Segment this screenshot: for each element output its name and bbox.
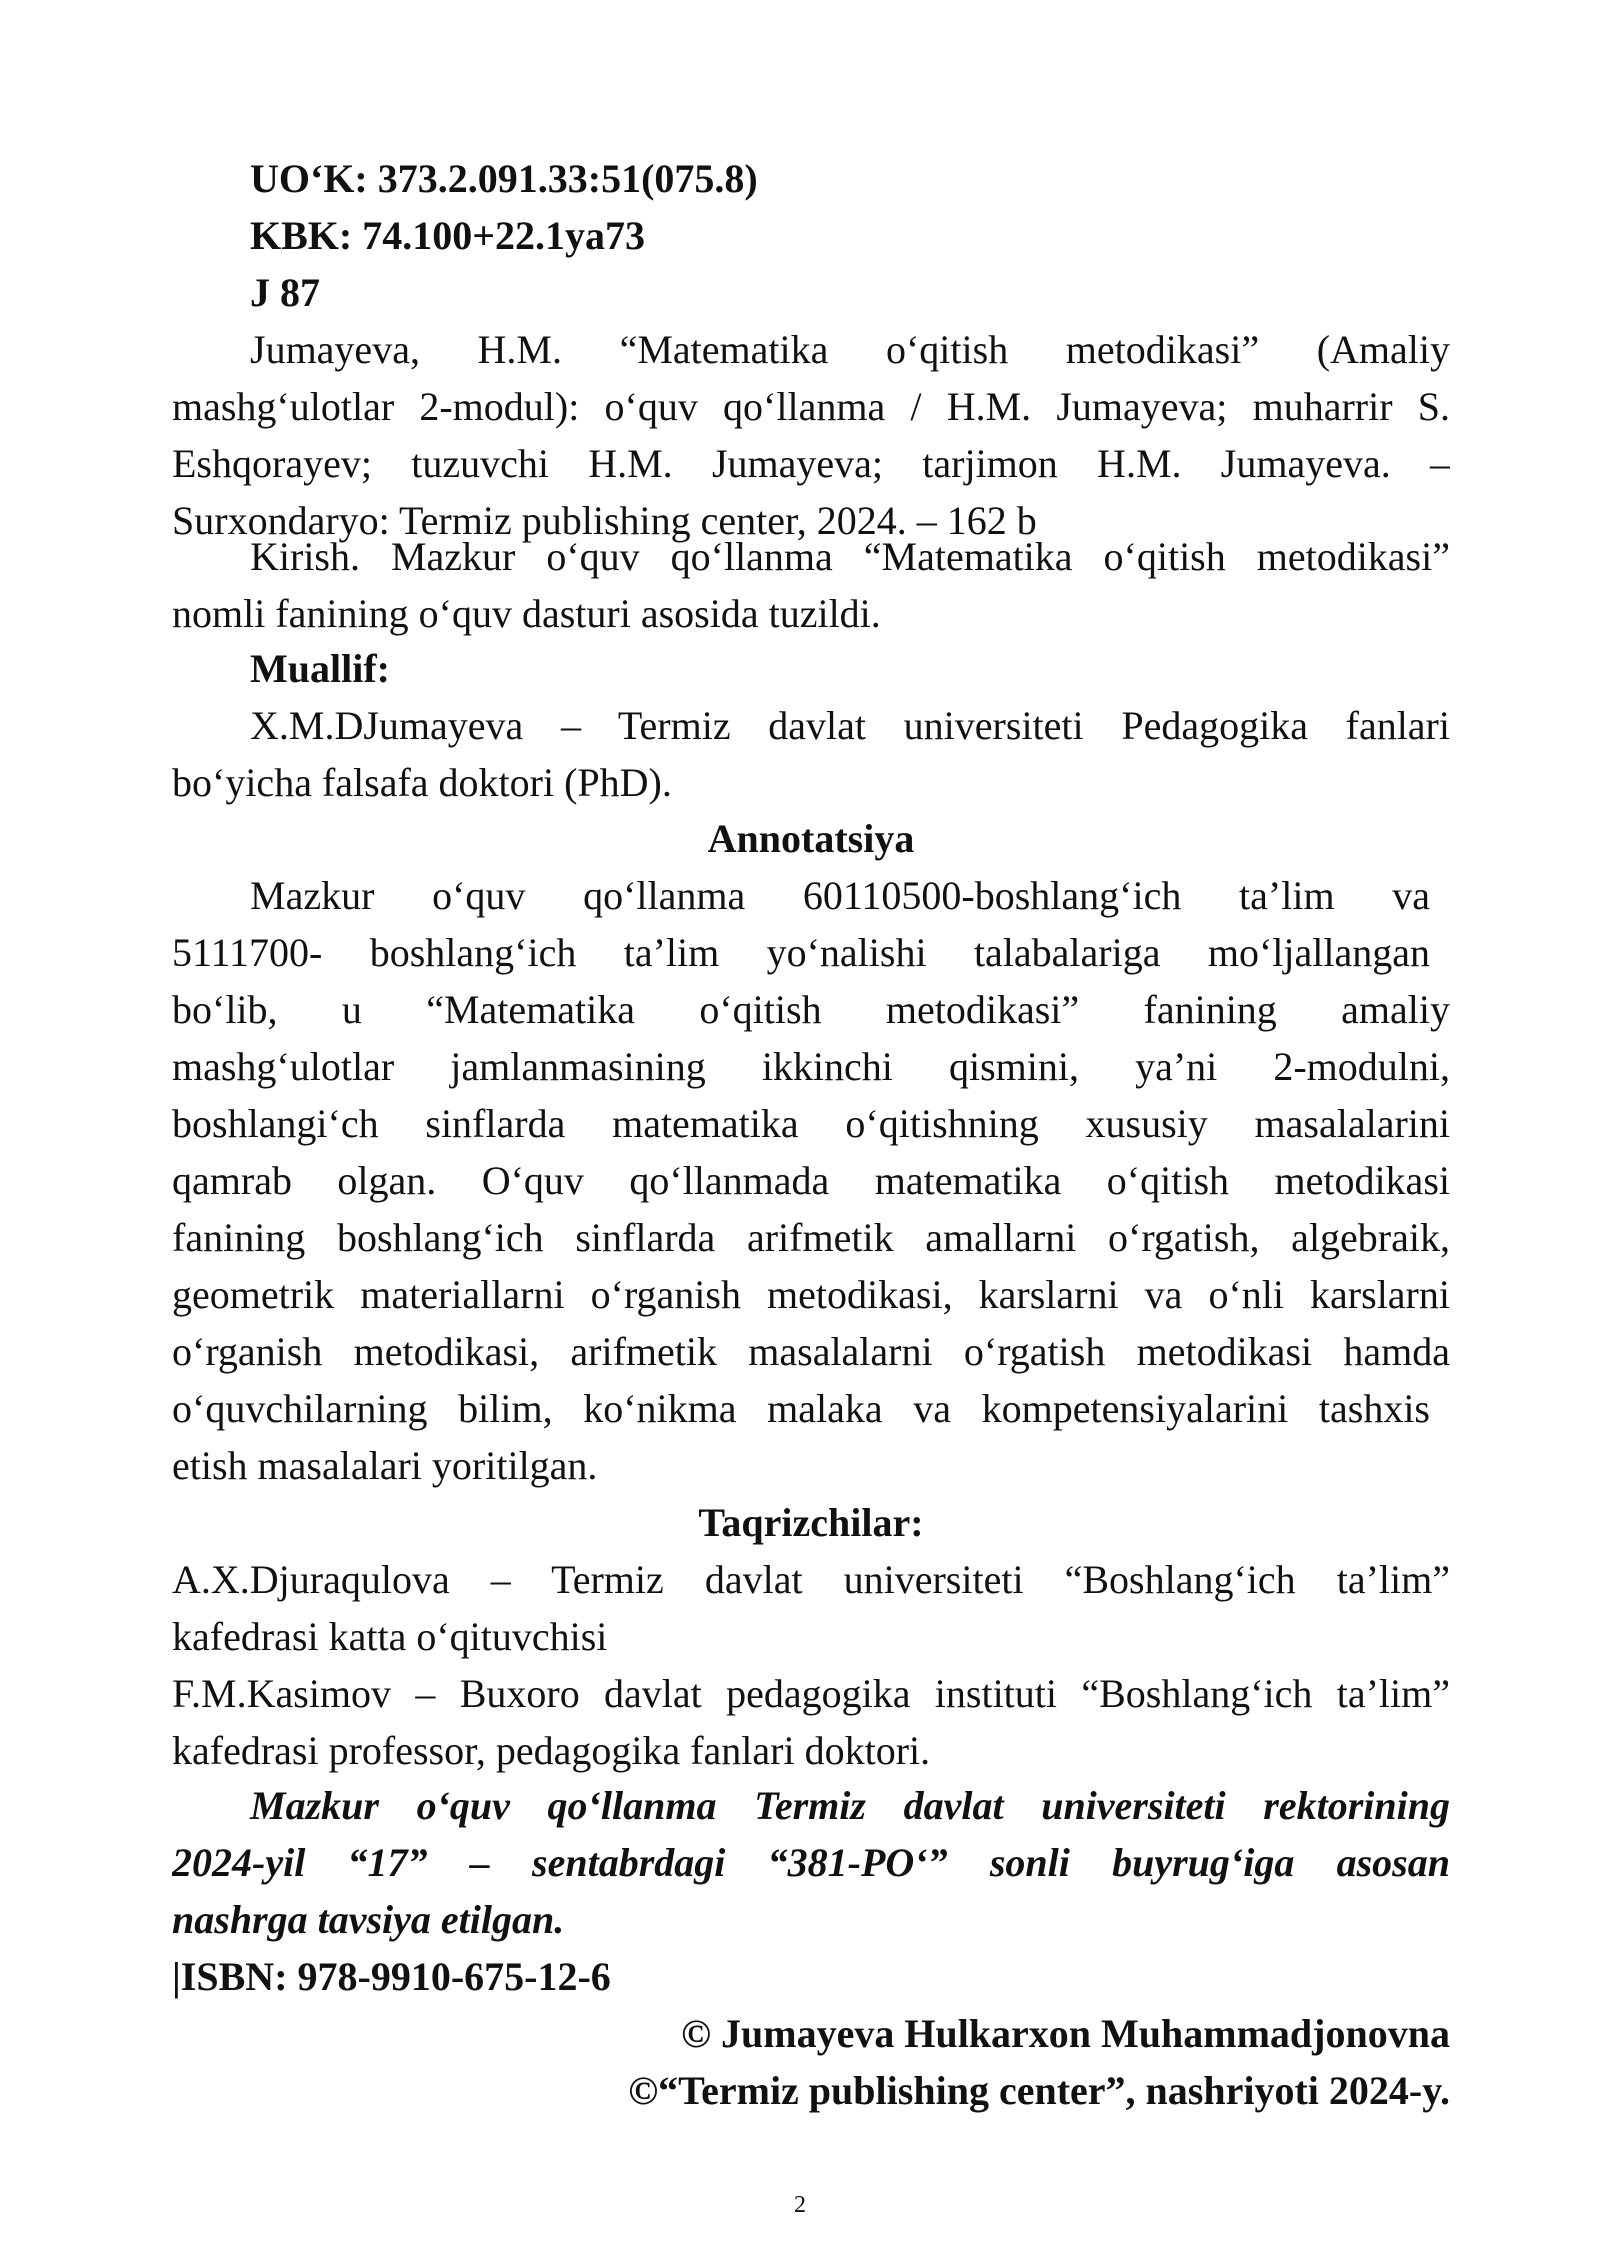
annotation-line: 5111700- boshlang‘ich ta’lim yo‘nalishi talabalariga mo‘ljallangan bbox=[172, 930, 1430, 975]
annotation-line: o‘rganish metodikasi, arifmetik masalalarni o‘rgatish metodikasi hamda bbox=[172, 1329, 1450, 1374]
copyright-block bbox=[172, 2005, 1450, 2119]
reviewers-block bbox=[172, 1494, 1450, 1779]
annotation-line: geometrik materiallarni o‘rganish metodikasi, karslarni va o‘nli karslarni bbox=[172, 1272, 1450, 1317]
recommendation-block bbox=[172, 1777, 1450, 1948]
recommendation-line: Mazkur o‘quv qo‘llanma Termiz davlat universiteti rektorining bbox=[250, 1783, 1450, 1828]
reviewer-line: kafedrasi katta o‘qituvchisi bbox=[172, 1614, 608, 1659]
annotation-line: mashg‘ulotlar jamlanmasining ikkinchi qismini, ya’ni 2-modulni, bbox=[172, 1044, 1450, 1089]
reviewer-line: kafedrasi professor, pedagogika fanlari doktori. bbox=[172, 1728, 931, 1773]
isbn: |ISBN: 978-9910-675-12-6 bbox=[172, 1954, 611, 1999]
catalog-header bbox=[172, 150, 1450, 321]
kbk-code: KBK: 74.100+22.1ya73 bbox=[250, 213, 646, 258]
author-line: X.M.DJumayeva – Termiz davlat universiteti Pedagogika fanlari bbox=[250, 703, 1450, 748]
author-heading: Muallif: bbox=[250, 646, 390, 691]
author-mark-code: J 87 bbox=[250, 270, 320, 315]
copyright-author: © Jumayeva Hulkarxon Muhammadjonovna bbox=[681, 2011, 1450, 2056]
uok-code: UO‘K: 373.2.091.33:51(075.8) bbox=[250, 156, 758, 201]
author-line: bo‘yicha falsafa doktori (PhD). bbox=[172, 760, 672, 805]
annotation-line: etish masalalari yoritilgan. bbox=[172, 1443, 598, 1488]
citation-line: Surxondaryo: Termiz publishing center, 2024. – 162 b bbox=[172, 498, 1037, 543]
citation-line: Eshqorayev; tuzuvchi H.M. Jumayeva; tarjimon H.M. Jumayeva. – bbox=[172, 441, 1450, 486]
author-block bbox=[172, 640, 1450, 811]
intro-line: Kirish. Mazkur o‘quv qo‘llanma “Matematika o‘qitish metodikasi” bbox=[250, 534, 1450, 579]
intro-block bbox=[172, 528, 1450, 642]
annotation-line: bo‘lib, u “Matematika o‘qitish metodikasi” fanining amaliy bbox=[172, 987, 1450, 1032]
page-number: 2 bbox=[794, 2192, 806, 2218]
citation-block bbox=[172, 321, 1450, 549]
annotation-line: boshlangi‘ch sinflarda matematika o‘qitishning xususiy masalalarini bbox=[172, 1101, 1450, 1146]
annotation-block bbox=[172, 810, 1450, 1494]
annotation-line: fanining boshlang‘ich sinflarda arifmetik amallarni o‘rgatish, algebraik, bbox=[172, 1215, 1450, 1260]
intro-line: nomli fanining o‘quv dasturi asosida tuzildi. bbox=[172, 591, 881, 636]
reviewer-line: F.M.Kasimov – Buxoro davlat pedagogika instituti “Boshlang‘ich ta’lim” bbox=[172, 1671, 1450, 1716]
isbn-block bbox=[172, 1948, 1450, 2005]
annotation-line: qamrab olgan. O‘quv qo‘llanmada matematika o‘qitish metodikasi bbox=[172, 1158, 1450, 1203]
reviewer-line: A.X.Djuraqulova – Termiz davlat universiteti “Boshlang‘ich ta’lim” bbox=[172, 1557, 1450, 1602]
copyright-publisher: ©“Termiz publishing center”, nashriyoti 2024-y. bbox=[628, 2068, 1450, 2113]
citation-line: Jumayeva, H.M. “Matematika o‘qitish metodikasi” (Amaliy bbox=[250, 327, 1450, 372]
annotation-line: o‘quvchilarning bilim, ko‘nikma malaka va kompetensiyalarini tashxis bbox=[172, 1386, 1430, 1431]
recommendation-line: 2024-yil “17” – sentabrdagi “381-PO‘” sonli buyrug‘iga asosan bbox=[172, 1840, 1450, 1885]
recommendation-line: nashrga tavsiya etilgan. bbox=[172, 1897, 565, 1942]
annotation-line: Mazkur o‘quv qo‘llanma 60110500-boshlang‘ich ta’lim va bbox=[250, 873, 1430, 918]
annotation-heading: Annotatsiya bbox=[707, 816, 915, 861]
reviewers-heading: Taqrizchilar: bbox=[698, 1500, 924, 1545]
citation-line: mashg‘ulotlar 2-modul): o‘quv qo‘llanma / H.M. Jumayeva; muharrir S. bbox=[172, 384, 1450, 429]
